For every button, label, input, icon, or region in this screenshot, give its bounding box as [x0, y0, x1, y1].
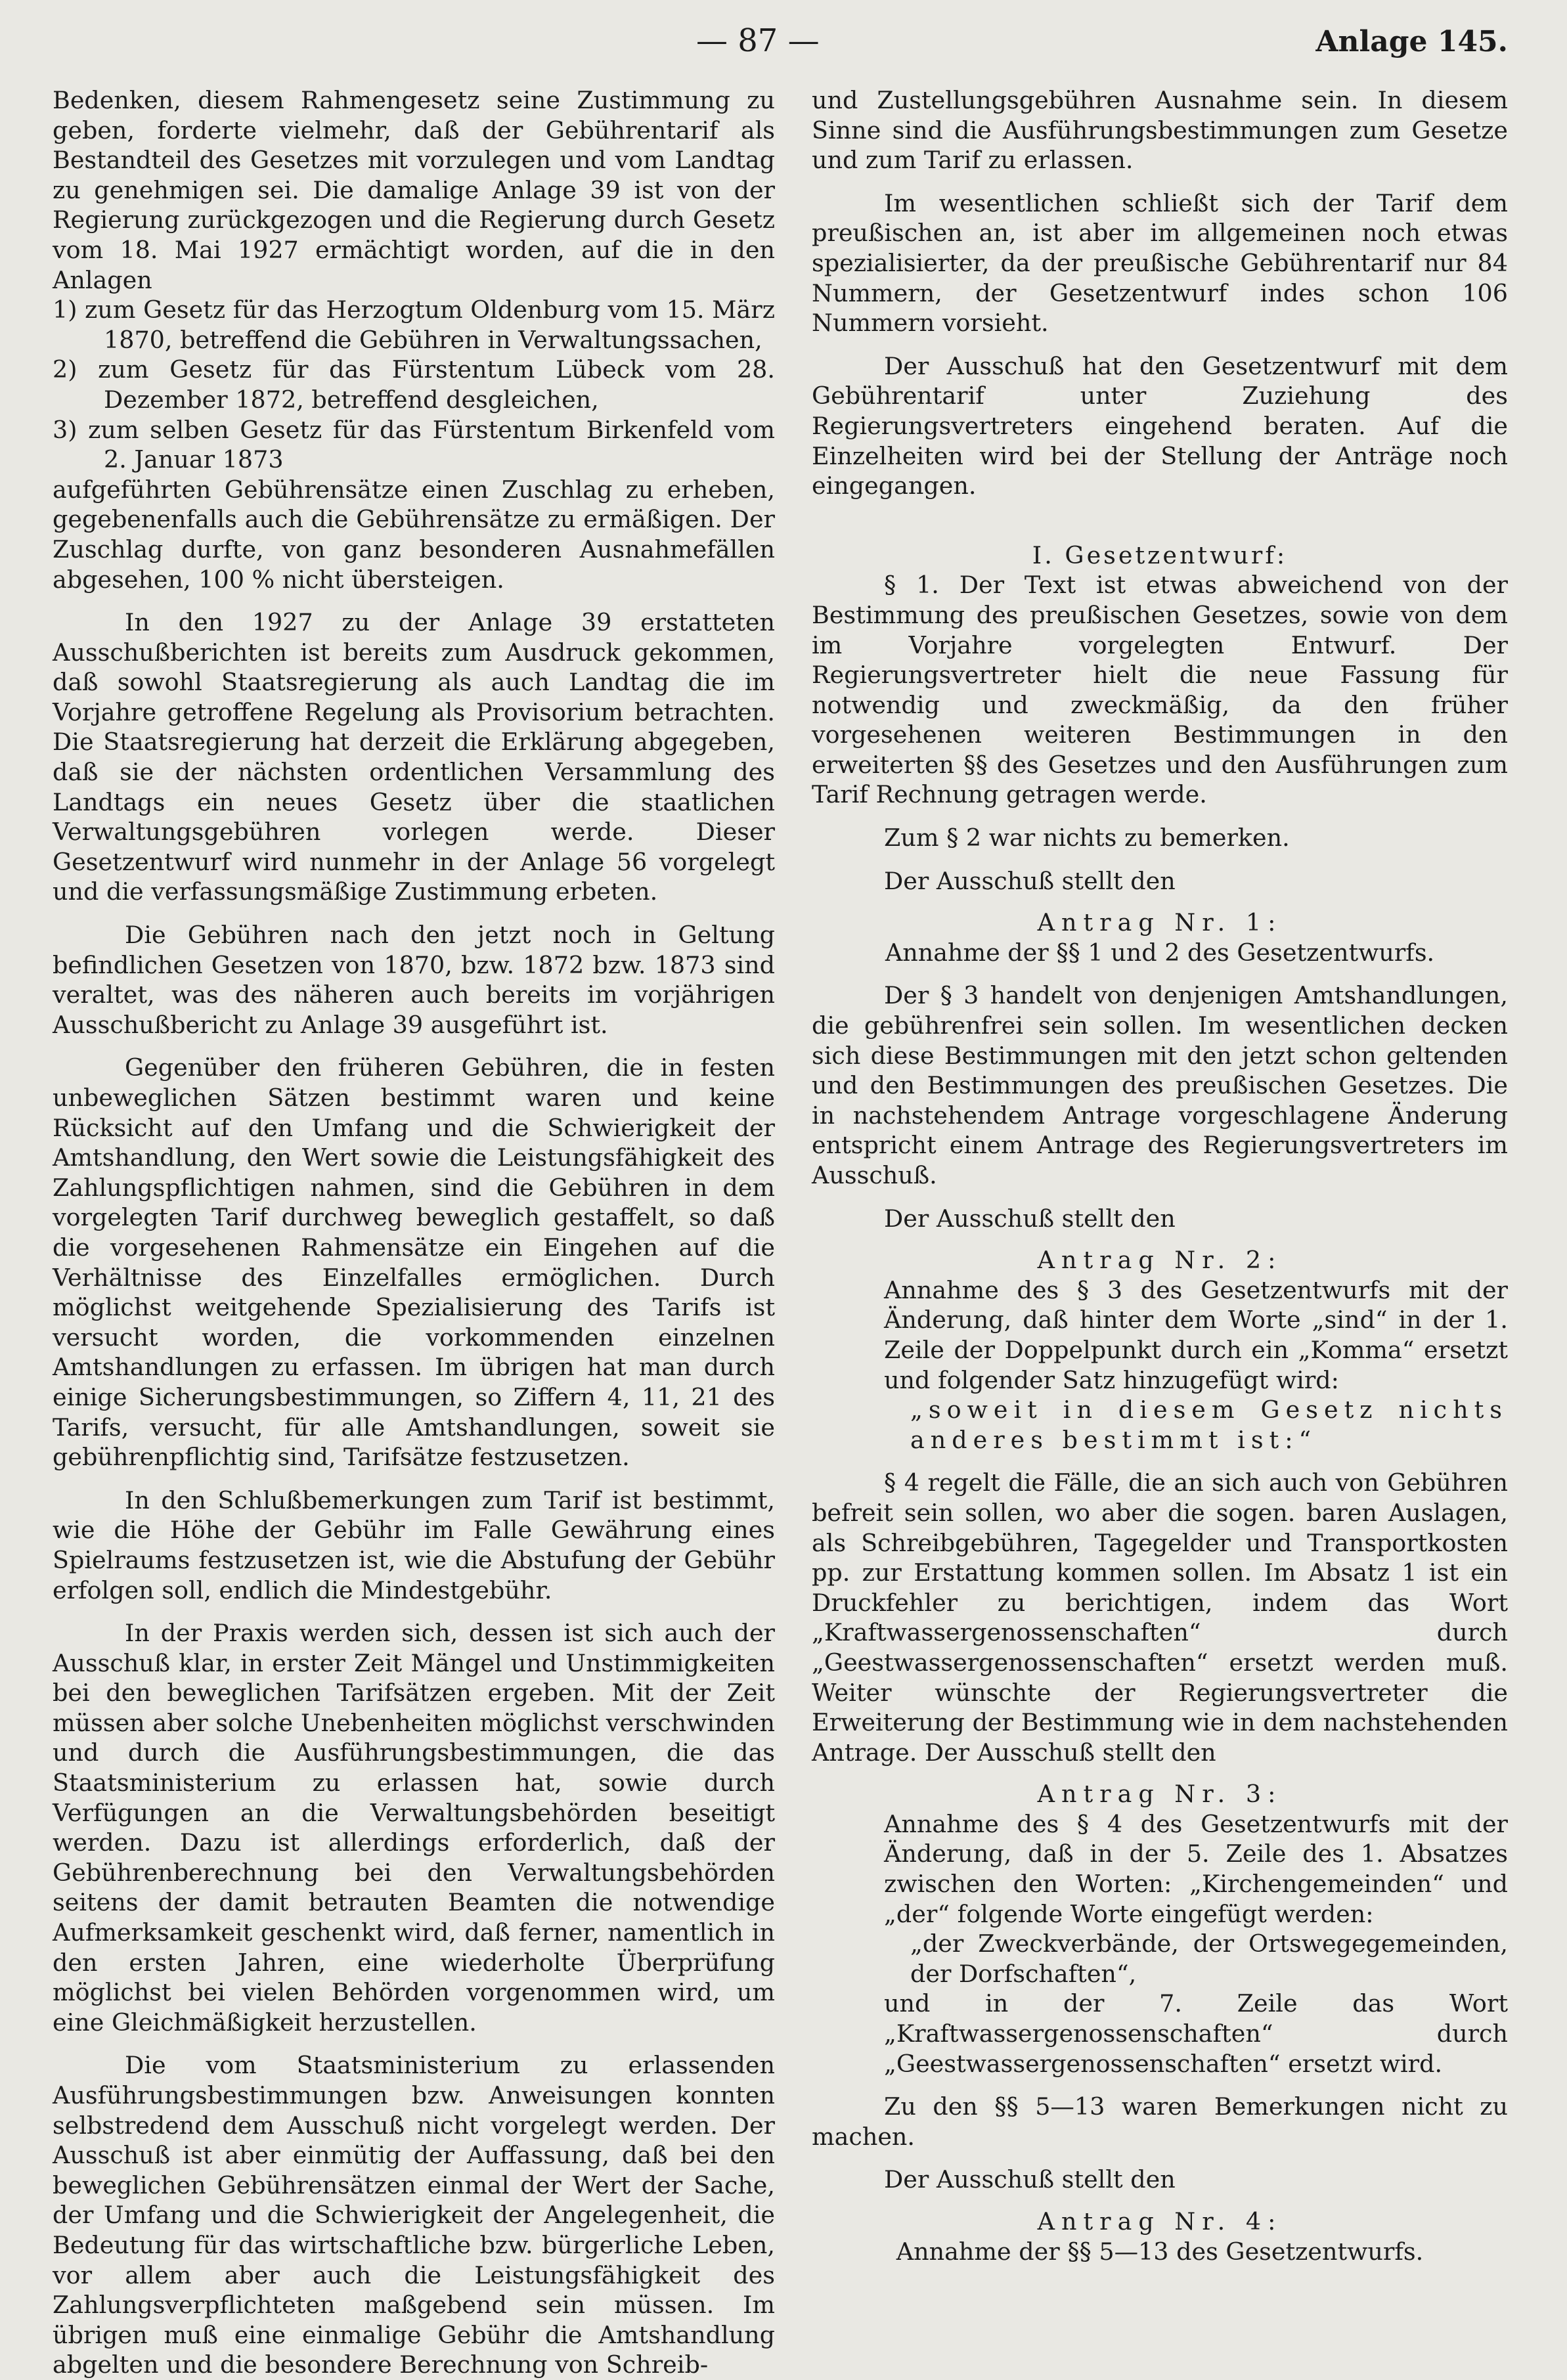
paragraph: § 1. Der Text ist etwas abweichend von der Bestimmung des preußischen Gesetzes, sowie von dem im Vorjahre vorgelegten Entwurf. Der Regierungsvertreter hielt die neue Fassung für notwendig und zweckmäßig, da den früher vorgesehenen weiteren Bestimmungen in den erweiterten §§ des Gesetzes und den Ausführungen zum Tarif Rechnung getragen werde. [812, 571, 1508, 809]
antrag-heading: Antrag Nr. 1: [1037, 908, 1283, 937]
page-header [0, 16, 1567, 68]
list-item: 2) zum Gesetz für das Fürstentum Lübeck vom 28. Dezember 1872, betreffend desgleichen, [53, 355, 775, 414]
antrag-quote: „soweit in diesem Gesetz nichts anderes bestimmt ist:“ [910, 1396, 1508, 1454]
paragraph: Die vom Staatsministerium zu erlassenden Ausführungsbestimmungen bzw. Anweisungen konnten selbstredend dem Ausschuß nicht vorgelegt werden. Der Ausschuß ist aber einmütig der Auffassung, daß bei den beweglichen Gebührensätzen einmal der Wert der Sache, der Umfang und die Schwierigkeit der Angelegenheit, die Bedeutung für das wirtschaftliche bzw. bürgerliche Leben, vor allem aber auch die Leistungsfähigkeit des Zahlungsverpflichteten maßgebend sein müssen. Im übrigen muß eine einmalige Gebühr die Amtshandlung abgelten und die besondere Berechnung von Schreib- [53, 2051, 775, 2379]
antrag-text: Annahme der §§ 5—13 des Gesetzentwurfs. [896, 2237, 1424, 2266]
paragraph: In den 1927 zu der Anlage 39 erstatteten Ausschußberichten ist bereits zum Ausdruck gekommen, daß sowohl Staatsregierung als auch Landtag die im Vorjahre getroffene Regelung als Provisorium betrachten. Die Staatsregierung hat derzeit die Erklärung abgegeben, daß sie der nächsten ordentlichen Versammlung des Landtags ein neues Gesetz über die staatlichen Verwaltungsgebühren vorlegen werde. Dieser Gesetzentwurf wird nunmehr in der Anlage 56 vorgelegt und die verfassungsmäßige Zustimmung erbeten. [53, 608, 775, 906]
paragraph: Der Ausschuß hat den Gesetzentwurf mit dem Gebührentarif unter Zuziehung des Regierungsvertreters eingehend beraten. Auf die Einzelheiten wird bei der Stellung der Anträge noch eingegangen. [812, 351, 1508, 500]
paragraph: In den Schlußbemerkungen zum Tarif ist bestimmt, wie die Höhe der Gebühr im Falle Gewährung eines Spielraums festzusetzen ist, wie die Abstufung der Gebühr erfolgen soll, endlich die Mindestgebühr. [53, 1486, 775, 1604]
paragraph: Gegenüber den früheren Gebühren, die in festen unbeweglichen Sätzen bestimmt waren und keine Rücksicht auf den Umfang und die Schwierigkeit der Amtshandlung, den Wert sowie die Leistungsfähigkeit des Zahlungspflichtigen nahmen, sind die Gebühren in dem vorgelegten Tarif durchweg beweglich gestaffelt, so daß die vorgesehenen Rahmensätze ein Eingehen auf die Verhältnisse des Einzelfalles ermöglichen. Durch möglichst weitgehende Spezialisierung des Tarifs ist versucht worden, die vorkommenden einzelnen Amtshandlungen zu erfassen. Im übrigen hat man durch einige Sicherungsbestimmungen, so Ziffern 4, 11, 21 des Tarifs, versucht, für alle Amtshandlungen, soweit sie gebührenpflichtig sind, Tarifsätze festzusetzen. [53, 1053, 775, 1472]
paragraph: Zum § 2 war nichts zu bemerken. [884, 824, 1290, 852]
paragraph: Der Ausschuß stellt den [884, 866, 1176, 895]
section-title: I. Gesetzentwurf: [1032, 540, 1288, 569]
paragraph: Zu den §§ 5—13 waren Bemerkungen nicht zu machen. [812, 2092, 1508, 2151]
antrag-heading: Antrag Nr. 2: [1037, 1246, 1283, 1275]
list-item: 1) zum Gesetz für das Herzogtum Oldenburg vom 15. März 1870, betreffend die Gebühren in Verwaltungssachen, [53, 296, 775, 354]
antrag-text: Annahme des § 3 des Gesetzentwurfs mit der Änderung, daß hinter dem Worte „sind“ in der 1. Zeile der Doppelpunkt durch ein „Komma“ ersetzt und folgender Satz hinzugefügt wird: [884, 1275, 1508, 1394]
paragraph: Der § 3 handelt von denjenigen Amtshandlungen, die gebührenfrei sein sollen. Im wesentlichen decken sich diese Bestimmungen mit den jetzt schon geltenden und den Bestimmungen des preußischen Gesetzes. Die in nachstehendem Antrage vorgeschlagene Änderung entspricht einem Antrage des Regierungsvertreters im Ausschuß. [812, 981, 1508, 1189]
paragraph: und Zustellungsgebühren Ausnahme sein. In diesem Sinne sind die Ausführungsbestimmungen zum Gesetze und zum Tarif zu erlassen. [812, 86, 1508, 175]
paragraph: In der Praxis werden sich, dessen ist sich auch der Ausschuß klar, in erster Zeit Mängel und Unstimmigkeiten bei den beweglichen Tarifsätzen ergeben. Mit der Zeit müssen aber solche Unebenheiten möglichst verschwinden und durch die Ausführungsbestimmungen, die das Staatsministerium zu erlassen hat, sowie durch Verfügungen an die Verwaltungsbehörden beseitigt werden. Dazu ist allerdings erforderlich, daß der Gebührenberechnung bei den Verwaltungsbehörden seitens der damit betrauten Beamten die notwendige Aufmerksamkeit geschenkt wird, daß ferner, namentlich in den ersten Jahren, eine wiederholte Überprüfung möglichst bei vielen Behörden vorgenommen wird, um eine Gleichmäßigkeit herzustellen. [53, 1619, 775, 2037]
list-item: 3) zum selben Gesetz für das Fürstentum Birkenfeld vom 2. Januar 1873 [53, 415, 775, 474]
antrag-heading: Antrag Nr. 4: [1037, 2207, 1283, 2236]
paragraph: Die Gebühren nach den jetzt noch in Geltung befindlichen Gesetzen von 1870, bzw. 1872 bzw. 1873 sind veraltet, was des näheren auch bereits im vorjährigen Ausschußbericht zu Anlage 39 ausgeführt ist. [53, 921, 775, 1039]
paragraph: § 4 regelt die Fälle, die an sich auch von Gebühren befreit sein sollen, wo aber die sogen. baren Auslagen, als Schreibgebühren, Tagegelder und Transportkosten pp. zur Erstattung kommen sollen. Im Absatz 1 ist ein Druckfehler zu berichtigen, indem das Wort „Kraftwassergenossenschaften“ durch „Geestwassergenossenschaften“ ersetzt werden muß. Weiter wünschte der Regierungsvertreter die Erweiterung der Bestimmung wie in dem nachstehenden Antrage. Der Ausschuß stellt den [812, 1468, 1508, 1767]
anlage-label: Anlage 145. [1315, 25, 1508, 58]
paragraph: Der Ausschuß stellt den [884, 1204, 1176, 1233]
page-number: — 87 — [696, 22, 820, 59]
antrag-quote: „der Zweckverbände, der Ortswegegemeinden, der Dorfschaften“, [910, 1929, 1508, 1988]
antrag-text: Annahme der §§ 1 und 2 des Gesetzentwurfs. [885, 938, 1435, 967]
left-column [53, 85, 775, 2380]
paragraph: Der Ausschuß stellt den [884, 2165, 1176, 2194]
right-column [812, 85, 1508, 2266]
antrag-heading: Antrag Nr. 3: [1037, 1780, 1283, 1809]
paragraph: Bedenken, diesem Rahmengesetz seine Zustimmung zu geben, forderte vielmehr, daß der Gebührentarif als Bestandteil des Gesetzes mit vorzulegen und vom Landtag zu genehmigen sei. Die damalige Anlage 39 ist von der Regierung zurückgezogen und die Regierung durch Gesetz vom 18. Mai 1927 ermächtigt worden, auf die in den Anlagen [53, 86, 775, 294]
antrag-text: und in der 7. Zeile das Wort „Kraftwassergenossenschaften“ durch „Geestwassergenossenschaften“ ersetzt wird. [884, 1989, 1508, 2078]
antrag-text: Annahme des § 4 des Gesetzentwurfs mit der Änderung, daß in der 5. Zeile des 1. Absatzes zwischen den Worten: „Kirchengemeinden“ und „der“ folgende Worte eingefügt werden: [884, 1809, 1508, 1928]
paragraph: aufgeführten Gebührensätze einen Zuschlag zu erheben, gegebenenfalls auch die Gebührensätze zu ermäßigen. Der Zuschlag durfte, von ganz besonderen Ausnahmefällen abgesehen, 100 % nicht übersteigen. [53, 475, 775, 594]
paragraph: Im wesentlichen schließt sich der Tarif dem preußischen an, ist aber im allgemeinen noch etwas spezialisierter, da der preußische Gebührentarif nur 84 Nummern, der Gesetzentwurf indes schon 106 Nummern vorsieht. [812, 188, 1508, 338]
